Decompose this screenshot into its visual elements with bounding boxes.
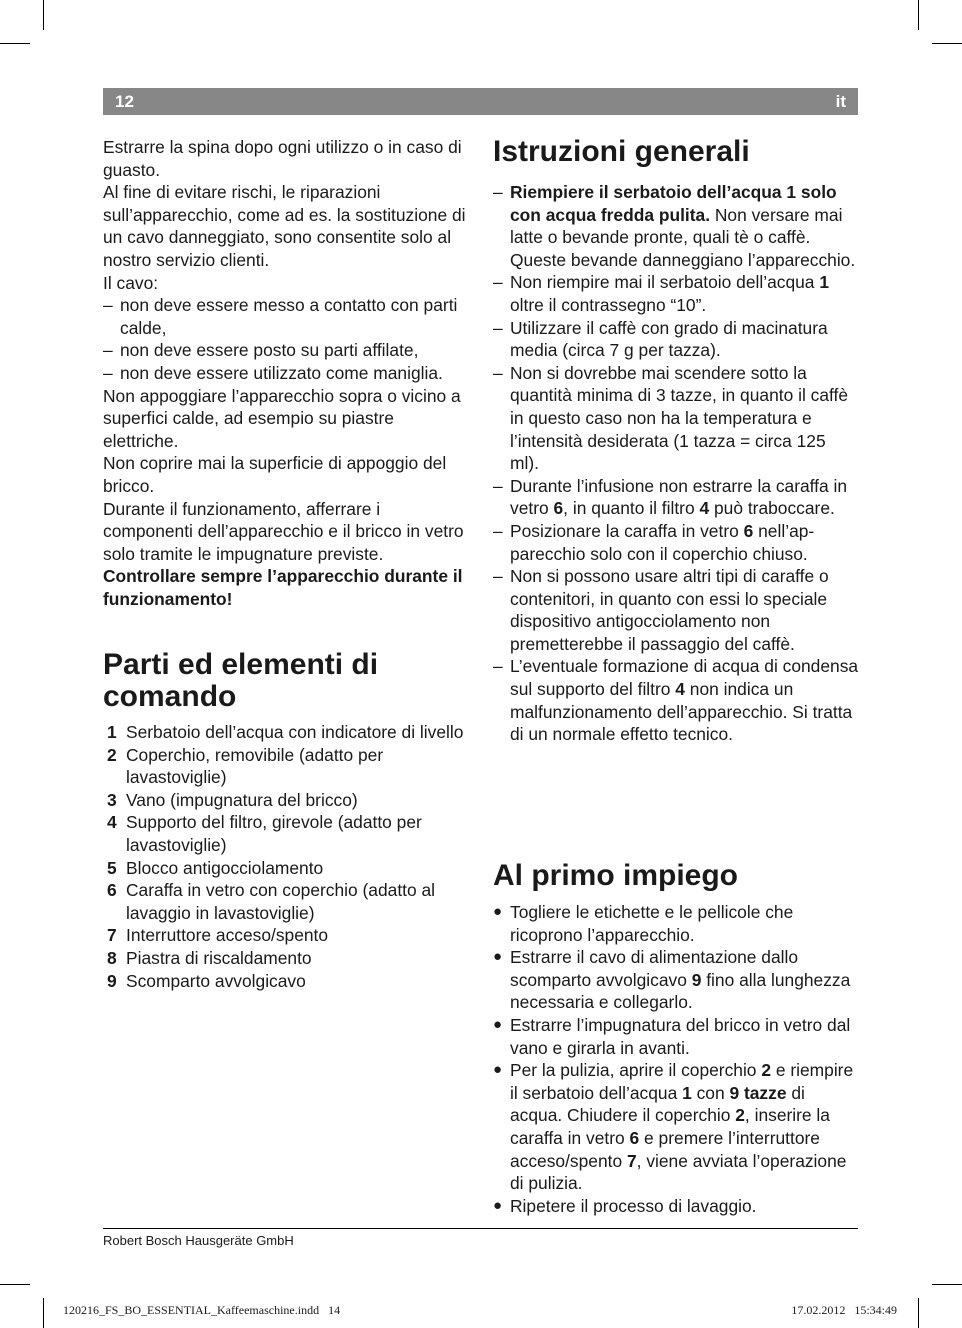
text-run: Non appoggiare l’apparecchio sopra o vicino a superfici calde, ad esempio su piastre elettriche. xyxy=(103,385,461,451)
first-use-step xyxy=(493,901,859,946)
instruction-item xyxy=(493,520,859,565)
part-label: Supporto del filtro, girevole (adatto per lavastoviglie) xyxy=(126,812,422,855)
part-number: 2 xyxy=(107,744,117,765)
part-item xyxy=(103,789,473,812)
first-use-step xyxy=(493,1014,859,1059)
instruction-item xyxy=(493,317,859,362)
dash-marker: – xyxy=(493,317,503,338)
text-run: Utilizzare il caffè con grado di macinatura media (circa 7 g per tazza). xyxy=(510,317,828,361)
instruction-item xyxy=(493,655,859,745)
part-item xyxy=(103,879,473,924)
part-number: 5 xyxy=(107,857,117,878)
crop-mark xyxy=(932,1284,962,1285)
text-run: e premere l’interruttore acceso/spento xyxy=(510,1127,820,1171)
text-run: Non si possono usare altri tipi di caraffe o contenitori, in quanto con essi lo speciale dispositivo antigocciolamento non premetterebbe il passaggio del caffè. xyxy=(510,566,829,654)
text-run: L’eventuale formazione di acqua di condensa sul supporto del filtro xyxy=(510,656,859,700)
text-run: Togliere le etichette e le pellicole che ricoprono l’apparecchio. xyxy=(510,902,794,945)
bold-text: 1 xyxy=(819,272,829,293)
dash-marker: – xyxy=(103,295,113,316)
text-run: non deve essere utilizzato come maniglia. xyxy=(120,362,443,383)
text-run: , inserire la caraffa in vetro xyxy=(510,1105,830,1148)
bold-text: 2 xyxy=(761,1060,771,1081)
dash-marker: – xyxy=(493,656,503,677)
dash-item xyxy=(103,362,473,385)
instruction-item xyxy=(493,565,859,655)
crop-mark xyxy=(932,43,962,44)
text-run: fino alla lunghezza necessaria e collegarlo. xyxy=(510,969,851,1013)
text-run: Non si dovrebbe mai scendere sotto la quantità minima di 3 tazze, in quanto il caffè in questo caso non ha la temperatura e l’intensità desiderata (1 tazza = circa 125 ml). xyxy=(510,362,849,474)
instruction-item xyxy=(493,475,859,520)
first-use-list xyxy=(493,901,859,1217)
instruction-item xyxy=(493,271,859,316)
text-run: Non coprire mai la superficie di appoggio del bricco. xyxy=(103,453,447,496)
footer-divider xyxy=(103,1228,858,1229)
dash-marker: – xyxy=(103,340,113,361)
text-run: Non riempire mai il serbatoio dell’acqua xyxy=(510,272,820,293)
dash-item xyxy=(103,294,473,339)
text-run: Estrarre il cavo di alimentazione dallo scomparto avvolgicavo xyxy=(510,947,799,990)
text-run: Il cavo: xyxy=(103,272,159,293)
crop-mark xyxy=(0,43,30,44)
crop-mark xyxy=(43,1298,44,1328)
bold-text: 4 xyxy=(675,679,685,700)
part-item xyxy=(103,924,473,947)
text-run: oltre il contrassegno “10”. xyxy=(510,294,707,315)
first-use-step xyxy=(493,1059,859,1195)
paragraph xyxy=(103,452,473,497)
first-use-step xyxy=(493,1195,859,1218)
text-run: Durante il funzionamento, afferrare i componenti dell’apparecchio e il bricco in vetro solo tramite le impugnature previste. xyxy=(103,498,464,564)
part-label: Piastra di riscaldamento xyxy=(126,947,312,968)
bullet-icon: ● xyxy=(493,1061,503,1079)
text-run: nell’apparecchio solo con il coperchio chiuso. xyxy=(510,520,815,564)
crop-mark xyxy=(0,1284,30,1285)
text-run: Estrarre l’impugnatura del bricco in vetro dal vano e girarla in avanti. xyxy=(510,1014,851,1058)
section-heading-general: Istruzioni generali xyxy=(493,135,750,168)
dash-marker: – xyxy=(493,520,503,541)
bold-text: 1 xyxy=(682,1082,692,1103)
part-number: 4 xyxy=(107,812,117,833)
bold-text: 7 xyxy=(626,1150,637,1171)
section-heading-parts: Parti ed elementi di comando xyxy=(103,648,379,713)
language-code: it xyxy=(835,92,846,111)
dash-marker: – xyxy=(493,182,503,202)
text-run: e riempire il serbatoio dell’acqua xyxy=(510,1060,854,1103)
general-instructions-list xyxy=(493,181,859,746)
part-number: 1 xyxy=(107,722,117,742)
dash-marker: – xyxy=(493,475,503,496)
safety-intro xyxy=(103,136,473,610)
text-run: , viene avviata l’operazione di pulizia. xyxy=(510,1150,847,1194)
first-use-step xyxy=(493,946,859,1014)
dash-marker: – xyxy=(493,566,503,587)
part-number: 8 xyxy=(107,947,117,968)
text-run: Posizionare la caraffa in vetro xyxy=(510,520,744,541)
part-number: 3 xyxy=(107,789,117,810)
crop-mark xyxy=(918,1298,919,1328)
text-run: non indica un malfunzionamento dell’apparecchio. Si tratta di un normale effetto tecnico. xyxy=(510,679,853,745)
bold-text: 4 xyxy=(699,498,710,519)
paragraph xyxy=(103,272,473,295)
part-item xyxy=(103,970,473,993)
text-run: , in quanto il filtro xyxy=(563,498,700,519)
crop-mark xyxy=(918,0,919,30)
bullet-icon: ● xyxy=(493,903,503,920)
bold-text: 6 xyxy=(743,520,754,541)
bullet-icon: ● xyxy=(493,1196,503,1214)
part-label: Coperchio, removibile (adatto per lavastoviglie) xyxy=(126,744,384,788)
paragraph xyxy=(103,181,473,271)
page-number: 12 xyxy=(115,92,134,111)
text-run: non deve essere messo a contatto con parti calde, xyxy=(120,295,458,338)
part-item xyxy=(103,744,473,789)
text-run: Al fine di evitare rischi, le riparazioni sull’apparecchio, come ad es. la sostituzione di un cavo danneggiato, sono consentite solo al nostro servizio clienti. xyxy=(103,182,466,270)
slug-datetime: 17.02.2012 15:34:49 xyxy=(791,1303,897,1317)
part-label: Caraffa in vetro con coperchio (adatto al lavaggio in lavastoviglie) xyxy=(126,880,436,923)
text-run: Estrarre la spina dopo ogni utilizzo o in caso di guasto. xyxy=(103,137,462,180)
text-run: non deve essere posto su parti affilate, xyxy=(120,340,419,361)
bullet-icon: ● xyxy=(493,948,503,966)
part-item xyxy=(103,857,473,880)
bullet-icon: ● xyxy=(493,1015,503,1033)
footer-company: Robert Bosch Hausgeräte GmbH xyxy=(103,1233,294,1248)
bold-text: 6 xyxy=(553,498,564,519)
bold-text: 9 tazze xyxy=(729,1082,787,1103)
text-run: di acqua. Chiudere il coperchio xyxy=(510,1082,805,1126)
part-item xyxy=(103,811,473,856)
dash-marker: – xyxy=(493,272,503,293)
instruction-item xyxy=(493,181,859,271)
bold-text: Riempiere il serbatoio dell’acqua 1 solo con acqua fredda pulita. xyxy=(510,182,837,225)
part-number: 9 xyxy=(107,970,117,991)
section-heading-first-use: Al primo impiego xyxy=(493,859,739,892)
part-number: 7 xyxy=(107,925,117,946)
part-label: Vano (impugnatura del bricco) xyxy=(126,789,358,810)
paragraph xyxy=(103,565,473,610)
paragraph xyxy=(103,498,473,566)
text-run: Non versare mai latte o bevande pronte, quali tè o caffè. Queste bevande danneggiano l’apparecchio. xyxy=(510,204,856,270)
paragraph xyxy=(103,136,473,181)
slug-filename: 120216_FS_BO_ESSENTIAL_Kaffeemaschine.indd 14 xyxy=(63,1303,341,1317)
bold-text: 6 xyxy=(629,1127,640,1148)
dash-item xyxy=(103,339,473,362)
part-label: Interruttore acceso/spento xyxy=(126,925,329,946)
text-run: con xyxy=(691,1082,730,1103)
bold-text: Controllare sempre l’apparecchio durante il funzionamento! xyxy=(103,566,463,609)
text-run: Durante l’infusione non estrarre la caraffa in vetro xyxy=(510,475,848,519)
parts-list xyxy=(103,721,473,992)
text-run: Per la pulizia, aprire il coperchio xyxy=(510,1060,762,1081)
part-label: Scomparto avvolgicavo xyxy=(126,970,306,991)
text-run: può traboccare. xyxy=(709,498,835,519)
page-header-bar xyxy=(103,88,858,115)
part-label: Blocco antigocciolamento xyxy=(126,857,324,878)
part-item xyxy=(103,947,473,970)
dash-marker: – xyxy=(103,362,113,383)
text-run: Ripetere il processo di lavaggio. xyxy=(510,1195,757,1216)
part-label: Serbatoio dell’acqua con indicatore di livello xyxy=(126,722,464,742)
dash-marker: – xyxy=(493,362,503,383)
instruction-item xyxy=(493,362,859,475)
crop-mark xyxy=(43,0,44,30)
bold-text: 2 xyxy=(735,1105,745,1126)
part-number: 6 xyxy=(107,880,117,901)
paragraph xyxy=(103,385,473,453)
part-item xyxy=(103,721,473,744)
bold-text: 9 xyxy=(691,969,702,990)
